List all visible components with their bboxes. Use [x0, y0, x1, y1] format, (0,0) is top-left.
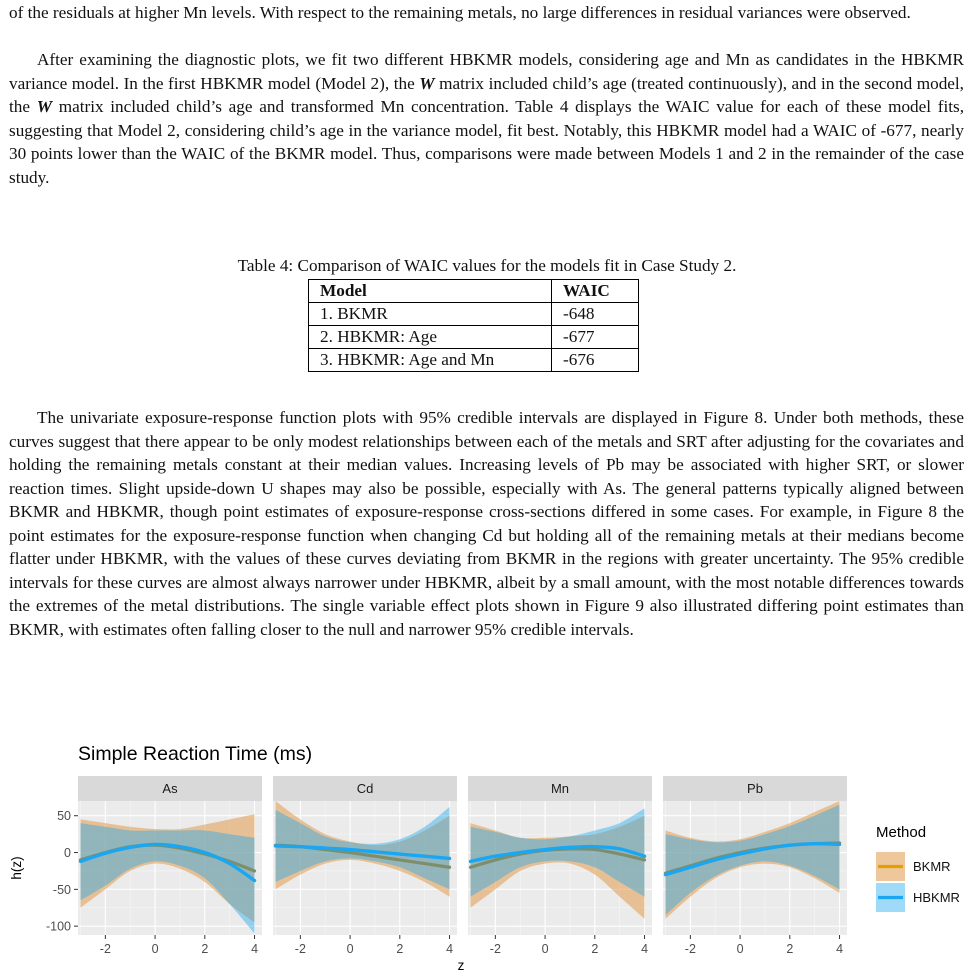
paragraph-3: The univariate exposure-response function plots with 95% credible intervals are displayed in Figure 8. Under both methods, these curves suggest that there appear to be only modest relationships between each of the metals and SRT after adjusting for the covariates and holding the remaining metals constant at their median values. Increasing levels of Pb may be associated with higher SRT, or slower reaction times. Slight upside-down U shapes may also be possible, especially with As. The general patterns typically aligned between BKMR and HBKMR, though point estimates of exposure-response cross-sections differed in some cases. For example, in Figure 8 the point estimates for the exposure-response function when changing Cd but holding all of the remaining metals at their medians become flatter under HBKMR, with the values of these curves deviating from BKMR in the regions with greater uncertainty. The 95% credible intervals for these curves are almost always narrower under HBKMR, albeit by a small amount, with the most notable differences towards the extremes of the metal distributions. The single variable effect plots shown in Figure 9 also illustrated differing point estimates than BKMR, with estimates often falling closer to the null and narrower 95% credible intervals. — [9, 408, 964, 639]
matrix-w-symbol: W — [419, 73, 435, 93]
facet-label: Mn — [550, 781, 570, 796]
legend — [876, 824, 960, 912]
facet-label: Pb — [747, 781, 763, 796]
paragraph-1: of the residuals at higher Mn levels. With respect to the remaining metals, no large differences in residual variances were observed. — [9, 3, 911, 22]
x-tick-label: 2 — [396, 942, 404, 956]
legend-item-hbkmr — [876, 883, 960, 912]
x-tick-label: -2 — [489, 942, 501, 956]
y-tick-label: -50 — [52, 882, 71, 897]
table-row — [309, 303, 639, 326]
table-header-model: Model — [309, 280, 552, 303]
x-tick-label: 0 — [736, 942, 744, 956]
table-row — [309, 326, 639, 349]
paragraph-2-text-c: matrix included child’s age and transformed Mn concentration. Table 4 displays the WAIC value for each of these model fits, suggesting that Model 2, considering child’s age in the variance model, fit best. Notably, this HBKMR model had a WAIC of -677, nearly 30 points lower than the WAIC of the BKMR model. Thus, comparisons were made between Models 1 and 2 in the remainder of the case study. — [9, 97, 964, 187]
matrix-w-symbol: W — [36, 97, 52, 116]
table-cell-model: 2. HBKMR: Age — [309, 326, 552, 349]
legend-title: Method — [876, 824, 927, 841]
legend-label: BKMR — [913, 859, 951, 874]
waic-table — [308, 279, 639, 372]
paragraph-2-text-b: matrix included child’s age (treated continuously), and in the second model, the — [9, 73, 964, 116]
chart-title: Simple Reaction Time (ms) — [78, 743, 313, 765]
panel-as — [78, 776, 262, 956]
table-cell-model: 1. BKMR — [309, 303, 552, 326]
y-tick-label: 50 — [57, 809, 71, 824]
panel-mn — [468, 776, 652, 956]
paragraph-2-text-a: After examining the diagnostic plots, we fit two different HBKMR models, considering age and Mn as candidates in the HBKMR variance model. In the first HBKMR model (Model 2), the — [9, 50, 964, 93]
x-axis-label: z — [457, 958, 465, 973]
table-cell-waic: -648 — [552, 303, 639, 326]
exposure-response-figure — [0, 730, 974, 974]
table-cell-waic: -676 — [552, 349, 639, 372]
x-tick-label: 4 — [836, 942, 844, 956]
table-header-waic: WAIC — [552, 280, 639, 303]
x-tick-label: 0 — [346, 942, 354, 956]
facet-label: As — [162, 781, 178, 796]
x-tick-label: -2 — [99, 942, 111, 956]
panel-cd — [273, 776, 457, 956]
table-cell-waic: -677 — [552, 326, 639, 349]
y-tick-label: 0 — [64, 846, 71, 861]
x-tick-label: 0 — [151, 942, 159, 956]
panel-pb — [663, 776, 847, 956]
table-row — [309, 349, 639, 372]
x-tick-label: -2 — [684, 942, 696, 956]
table-cell-model: 3. HBKMR: Age and Mn — [309, 349, 552, 372]
x-tick-label: 4 — [251, 942, 259, 956]
x-tick-label: 2 — [201, 942, 209, 956]
y-tick-label: -100 — [45, 919, 71, 934]
paragraph-2 — [9, 48, 964, 189]
x-tick-label: 4 — [446, 942, 454, 956]
x-tick-label: 2 — [786, 942, 794, 956]
facet-label: Cd — [356, 781, 374, 796]
x-tick-label: 0 — [541, 942, 549, 956]
x-tick-label: 2 — [591, 942, 599, 956]
x-tick-label: 4 — [641, 942, 649, 956]
table-caption: Table 4: Comparison of WAIC values for the models fit in Case Study 2. — [237, 256, 737, 275]
legend-item-bkmr — [876, 852, 951, 881]
legend-label: HBKMR — [913, 890, 960, 905]
x-tick-label: -2 — [294, 942, 306, 956]
table-header-row — [309, 280, 639, 303]
y-axis-label: h(z) — [9, 856, 24, 880]
facet-panels — [46, 776, 847, 956]
